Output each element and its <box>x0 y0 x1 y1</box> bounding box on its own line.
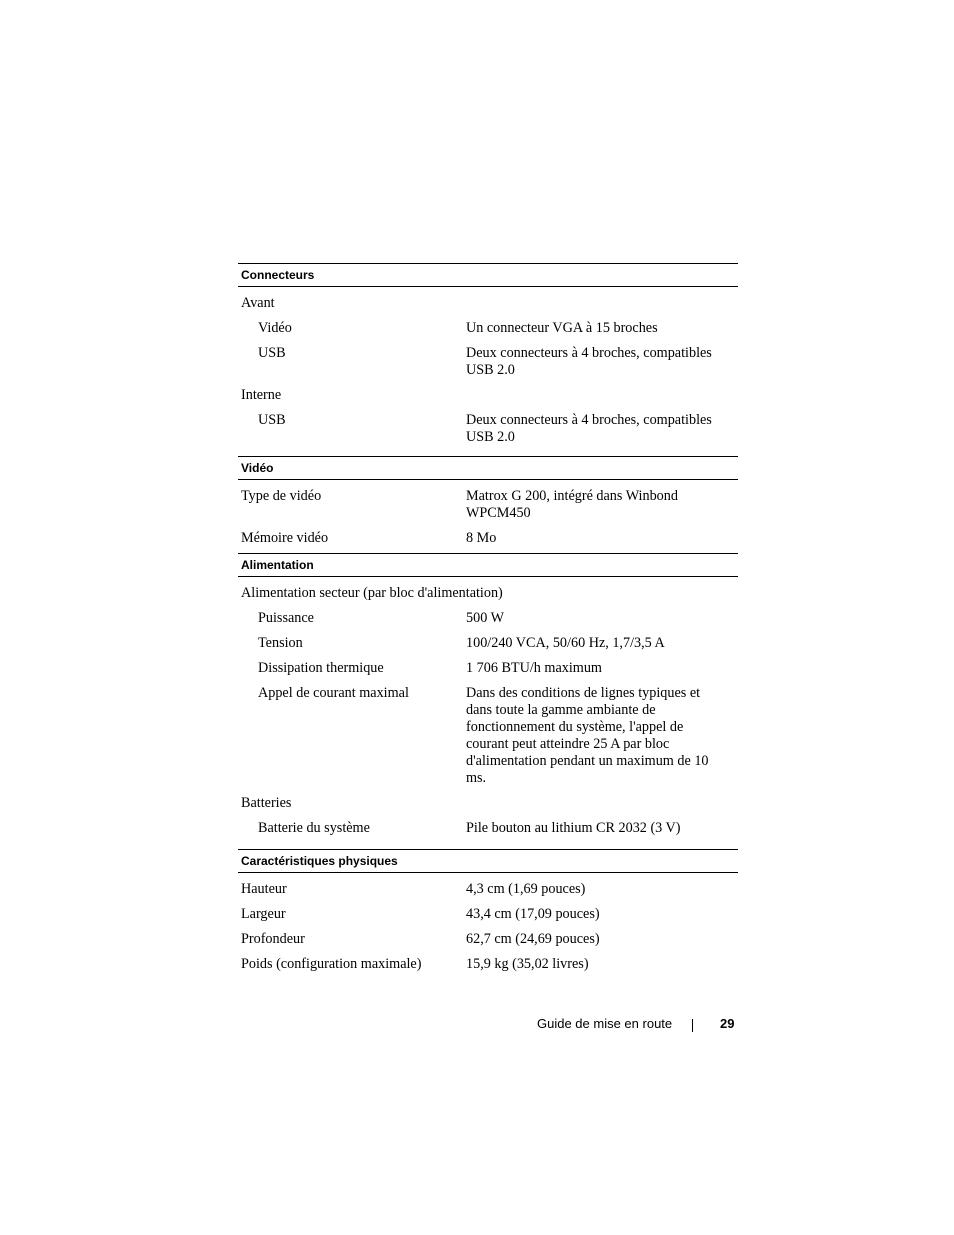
spec-label: Batteries <box>241 795 292 811</box>
section-header-physique: Caractéristiques physiques <box>238 849 738 873</box>
spec-label: Batterie du système <box>258 820 370 836</box>
spec-label: Avant <box>241 295 275 311</box>
spec-row-avant-usb <box>238 337 738 379</box>
spec-label: USB <box>258 412 286 428</box>
spec-value: Un connecteur VGA à 15 broches <box>466 320 658 336</box>
spec-label: USB <box>258 345 286 361</box>
spec-value: 4,3 cm (1,69 pouces) <box>466 881 586 897</box>
spec-value: 43,4 cm (17,09 pouces) <box>466 906 600 922</box>
spec-row-secteur <box>238 577 738 602</box>
spec-label: Tension <box>258 635 303 651</box>
spec-label: Vidéo <box>258 320 292 336</box>
spec-label: Largeur <box>241 906 286 922</box>
spec-value: 500 W <box>466 610 504 626</box>
section-header-video: Vidéo <box>238 456 738 480</box>
spec-label: Poids (configuration maximale) <box>241 956 422 972</box>
spec-row-dissipation <box>238 652 738 677</box>
footer-guide-title: Guide de mise en route <box>537 1016 673 1031</box>
spec-row-type-video <box>238 480 738 522</box>
spec-row-poids <box>238 948 738 973</box>
spec-row-profondeur <box>238 923 738 948</box>
spec-label: Interne <box>241 387 282 403</box>
spec-row-tension <box>238 627 738 652</box>
section-header-connecteurs: Connecteurs <box>238 263 738 287</box>
spec-label: Puissance <box>258 610 314 626</box>
spec-row-batterie-systeme <box>238 812 738 849</box>
spec-row-avant-video <box>238 312 738 337</box>
spec-label: Type de vidéo <box>241 488 322 504</box>
spec-value: 1 706 BTU/h maximum <box>466 660 602 676</box>
spec-row-interne <box>238 379 738 404</box>
spec-row-interne-usb <box>238 404 738 456</box>
spec-value: 8 Mo <box>466 530 497 546</box>
spec-value: 15,9 kg (35,02 livres) <box>466 956 589 972</box>
spec-row-puissance <box>238 602 738 627</box>
page-number: 29 <box>720 1016 735 1031</box>
page-footer <box>0 1015 954 1035</box>
spec-label: Profondeur <box>241 931 305 947</box>
spec-row-memoire-video <box>238 522 738 553</box>
spec-value: Matrox G 200, intégré dans Winbond WPCM450 <box>466 488 678 521</box>
spec-value: Pile bouton au lithium CR 2032 (3 V) <box>466 820 681 836</box>
spec-row-hauteur <box>238 873 738 898</box>
spec-label: Alimentation secteur (par bloc d'alimentation) <box>241 585 503 601</box>
footer-separator <box>692 1019 693 1032</box>
spec-value: 62,7 cm (24,69 pouces) <box>466 931 600 947</box>
spec-row-appel-courant <box>238 677 738 787</box>
spec-label: Hauteur <box>241 881 287 897</box>
spec-value: Deux connecteurs à 4 broches, compatibles USB 2.0 <box>466 345 712 378</box>
spec-value: 100/240 VCA, 50/60 Hz, 1,7/3,5 A <box>466 635 665 651</box>
spec-row-batteries <box>238 787 738 812</box>
spec-value: Deux connecteurs à 4 broches, compatibles USB 2.0 <box>466 412 712 445</box>
spec-row-largeur <box>238 898 738 923</box>
spec-label: Appel de courant maximal <box>258 685 409 701</box>
spec-label: Dissipation thermique <box>258 660 384 676</box>
spec-table <box>238 263 738 973</box>
section-header-alimentation: Alimentation <box>238 553 738 577</box>
spec-row-avant <box>238 287 738 312</box>
spec-value: Dans des conditions de lignes typiques et dans toute la gamme ambiante de fonctionnement du système, l'appel de courant peut atteindre 25 A par bloc d'alimentation pendant un maximum de 10 ms. <box>466 685 709 786</box>
spec-label: Mémoire vidéo <box>241 530 329 546</box>
